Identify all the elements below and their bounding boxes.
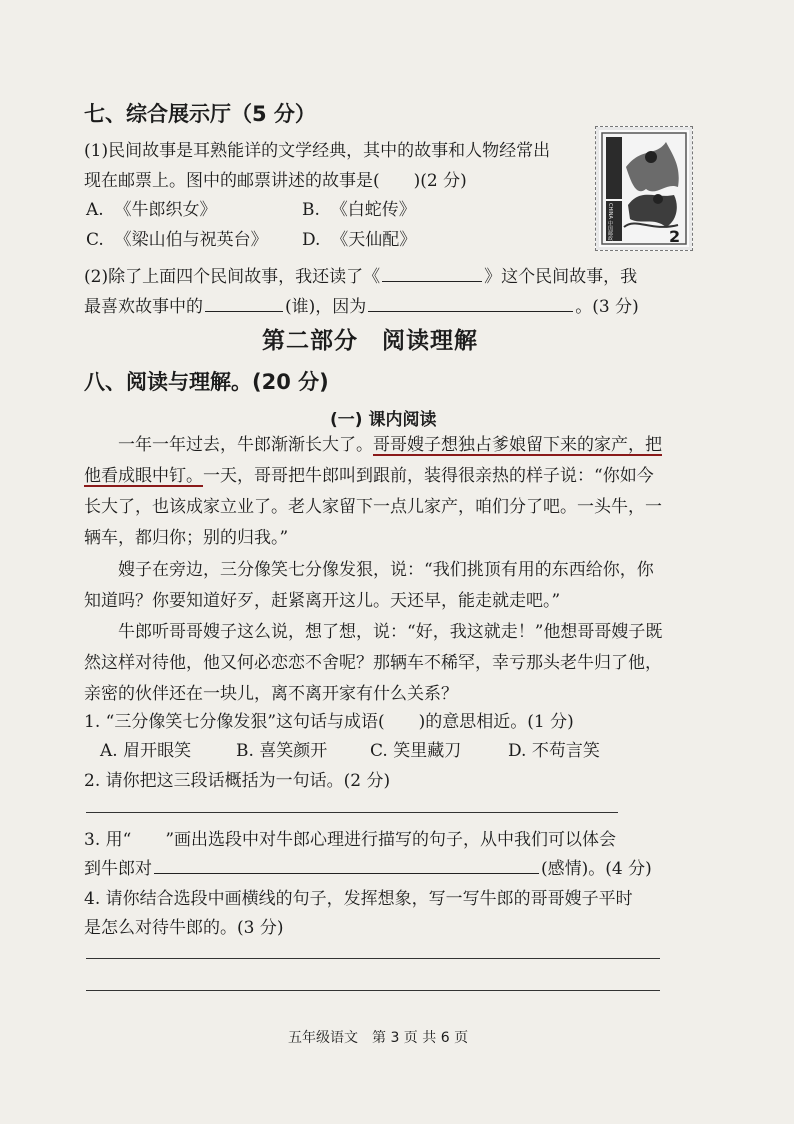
s8-q3-text-a: 到牛郎对 [84, 859, 152, 879]
option-text: 《牛郎织女》 [114, 200, 217, 220]
book-title-blank[interactable] [382, 280, 482, 282]
s7-option-b[interactable] [302, 195, 416, 220]
s7-q2-line2 [84, 292, 639, 317]
s8-q3-text-b: (感情)。(4 分) [541, 859, 652, 879]
s8-q4-answer-line-1[interactable] [86, 958, 660, 959]
option-key: C. [370, 741, 388, 761]
s7-option-c[interactable] [86, 225, 268, 250]
option-text: 《天仙配》 [331, 230, 417, 250]
s8-q1: 1. “三分像笑七分像发狠”这句话与成语( )的意思相近。(1 分) [84, 712, 574, 732]
option-text: 《梁山伯与祝英台》 [114, 230, 268, 250]
s8-q1-option-b[interactable] [236, 736, 327, 761]
s7-q2-line1 [84, 262, 637, 287]
para1-start: 一年一年过去，牛郎渐渐长大了。 [118, 435, 373, 455]
para1-rest: 一天，哥哥把牛郎叫到跟前，装得很亲热的样子说：“你如今长大了，也该成家立业了。老人家留下一点儿家产，咱们分了吧。一头牛，一辆车，都归你；别的归我。” [84, 466, 662, 548]
s8-q4-line1: 4. 请你结合选段中画横线的句子，发挥想象，写一写牛郎的哥哥嫂子平时 [84, 889, 633, 909]
stamp-value: 2 [669, 227, 681, 246]
section-7-title: 七、综合展示厅（5 分） [84, 102, 316, 126]
option-text: 眉开眼笑 [123, 741, 192, 761]
s7-q1-line2: 现在邮票上。图中的邮票讲述的故事是( )(2 分) [84, 171, 467, 191]
s7-q2-text-e: 。(3 分) [575, 297, 639, 317]
stamp-country: CHINA 中国邮政 [607, 203, 613, 241]
passage-paragraph-1 [84, 430, 666, 554]
option-key: A. [100, 741, 118, 761]
page-footer: 五年级语文 第 3 页 共 6 页 [288, 1030, 469, 1046]
s7-q2-text-c: 最喜欢故事中的 [84, 297, 203, 317]
s8-q2-answer-line[interactable] [86, 812, 618, 813]
s8-q4-line2: 是怎么对待牛郎的。(3 分) [84, 918, 284, 938]
option-text: 喜笑颜开 [259, 741, 328, 761]
s7-option-a[interactable] [86, 195, 217, 220]
feeling-blank[interactable] [154, 872, 539, 874]
s8-q2: 2. 请你把这三段话概括为一句话。(2 分) [84, 771, 391, 791]
s7-q2-text-b: 》这个民间故事，我 [484, 267, 638, 287]
s8-q1-option-d[interactable] [508, 736, 600, 761]
section-8-title: 八、阅读与理解。(20 分) [84, 370, 329, 394]
postage-stamp-icon [595, 126, 693, 251]
option-text: 不苟言笑 [531, 741, 600, 761]
option-key: C. [86, 230, 104, 250]
character-blank[interactable] [205, 310, 283, 312]
option-key: B. [236, 741, 254, 761]
option-key: D. [302, 230, 321, 250]
reading-subtitle: (一) 课内阅读 [330, 410, 437, 430]
option-text: 《白蛇传》 [330, 200, 416, 220]
s8-q4-answer-line-2[interactable] [86, 990, 660, 991]
s7-option-d[interactable] [302, 225, 416, 250]
option-key: D. [508, 741, 527, 761]
s8-q1-option-c[interactable] [370, 736, 461, 761]
s8-q3-line2 [84, 854, 652, 879]
option-key: B. [302, 200, 320, 220]
passage-paragraph-3: 牛郎听哥哥嫂子这么说，想了想，说：“好，我这就走！”他想哥哥嫂子既然这样对待他，他又何必恋恋不舍呢？那辆车不稀罕，幸亏那头老牛归了他，亲密的伙伴还在一块儿，离不离开家有什么关系？ [84, 622, 663, 704]
part-2-title: 第二部分 阅读理解 [262, 328, 478, 354]
s7-q2-text-d: (谁)，因为 [285, 297, 367, 317]
s8-q1-option-a[interactable] [100, 736, 191, 761]
reason-blank[interactable] [368, 310, 573, 312]
s7-q2-text-a: (2)除了上面四个民间故事，我还读了《 [84, 267, 381, 287]
option-text: 笑里藏刀 [393, 741, 462, 761]
passage-paragraph-2: 嫂子在旁边，三分像笑七分像发狠，说：“我们挑顶有用的东西给你，你知道吗？你要知道好歹，赶紧离开这儿。天还早，能走就走吧。” [84, 560, 654, 611]
s7-q1-line1: (1)民间故事是耳熟能详的文学经典，其中的故事和人物经常出 [84, 141, 551, 161]
para1-underlined-sentence: 哥哥嫂子想独占爹娘留下来的家产，把他看成眼中钉。 [84, 435, 662, 486]
s8-q3-line1: 3. 用“ ”画出选段中对牛郎心理进行描写的句子，从中我们可以体会 [84, 830, 617, 850]
option-key: A. [86, 200, 104, 220]
